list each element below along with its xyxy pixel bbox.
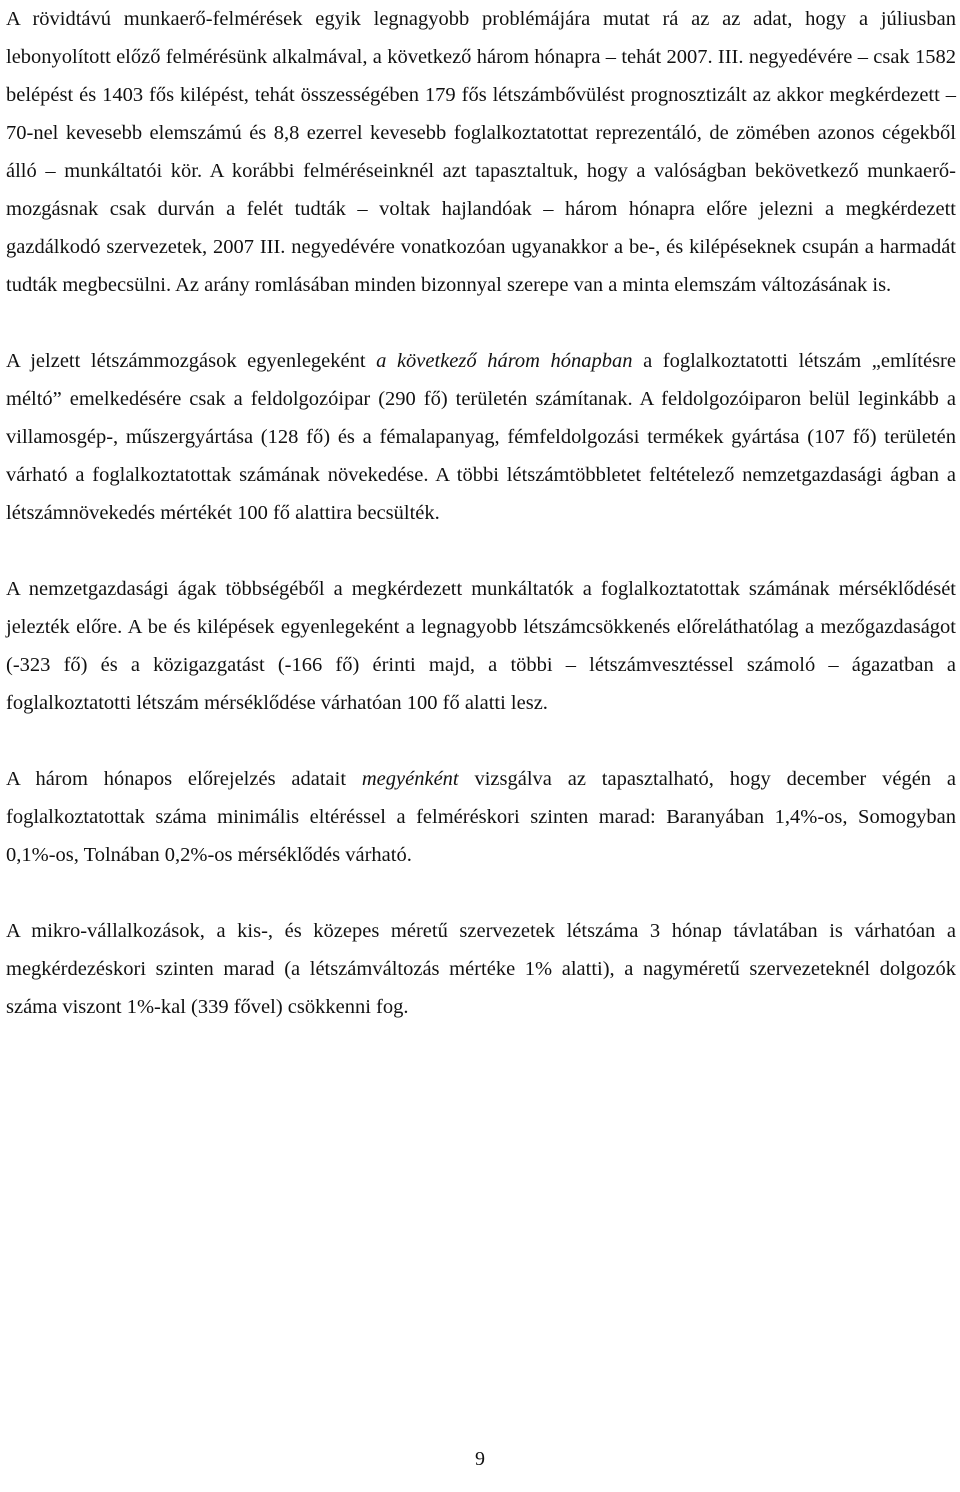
- document-body: [6, 0, 956, 1026]
- paragraph-2: [6, 342, 956, 532]
- paragraph-2-text-before: A jelzett létszámmozgások egyenlegeként: [6, 350, 377, 372]
- paragraph-5: A mikro-vállalkozások, a kis-, és közepes méretű szervezetek létszáma 3 hónap távlatában is várhatóan a megkérdezéskori szinten marad (a létszámváltozás mértéke 1% alatti), a nagyméretű szervezeteknél dolgozók száma viszont 1%-kal (339 fővel) csökkenni fog.: [6, 920, 956, 1018]
- paragraph-gap: [6, 304, 956, 342]
- paragraph-gap: [6, 532, 956, 570]
- paragraph-4-italic: megyénként: [361, 768, 459, 790]
- paragraph-4-text-before: A három hónapos előrejelzés adatait: [6, 768, 362, 790]
- paragraph-gap: [6, 722, 956, 760]
- paragraph-4: [6, 760, 956, 874]
- paragraph-2-text-after: a foglalkoztatotti létszám „említésre méltó” emelkedésére csak a feldolgozóipar (290 fő) területén számítanak. A feldolgozóiparon belül leginkább a villamosgép-, műszergyártása (128 fő) és a fémalapanyag, fémfeldolgozási termékek gyártása (107 fő) területén várható a foglalkoztatottak számának növekedése. A többi létszámtöbbletet feltételező nemzetgazdasági ágban a létszámnövekedés mértékét 100 fő alattira becsülték.: [6, 350, 956, 524]
- paragraph-3: A nemzetgazdasági ágak többségéből a megkérdezett munkáltatók a foglalkoztatottak számának mérséklődését jelezték előre. A be és kilépések egyenlegeként a legnagyobb létszámcsökkenés előreláthatólag a mezőgazdaságot (-323 fő) és a közigazgatást (-166 fő) érinti majd, a többi – létszámvesztéssel számoló – ágazatban a foglalkoztatotti létszám mérséklődése várhatóan 100 fő alatti lesz.: [6, 578, 956, 714]
- paragraph-4-text-after: vizsgálva az tapasztalható, hogy december végén a foglalkoztatottak száma minimális eltéréssel a felméréskori szinten marad: Baranyában 1,4%-os, Somogyban 0,1%-os, Tolnában 0,2%-os mérséklődés várható.: [6, 768, 956, 866]
- paragraph-1: A rövidtávú munkaerő-felmérések egyik legnagyobb problémájára mutat rá az az adat, hogy a júliusban lebonyolított előző felmérésünk alkalmával, a következő három hónapra – tehát 2007. III. negyedévére – csak 1582 belépést és 1403 fős kilépést, tehát összességében 179 fős létszámbővülést prognosztizált az akkor megkérdezett – 70-nel kevesebb elemszámú és 8,8 ezerrel kevesebb foglalkoztatottat reprezentáló, de zömében azonos cégekből álló – munkáltatói kör. A korábbi felméréseinknél azt tapasztaltuk, hogy a valóságban bekövetkező munkaerő-mozgásnak csak durván a felét tudták – voltak hajlandóak – három hónapra előre jelezni a megkérdezett gazdálkodó szervezetek, 2007 III. negyedévére vonatkozóan ugyanakkor a be-, és kilépéseknek csupán a harmadát tudták megbecsülni. Az arány romlásában minden bizonnyal szerepe van a minta elemszám változásának is.: [6, 8, 956, 296]
- paragraph-2-italic: a következő három hónapban: [376, 350, 633, 372]
- page-number: 9: [475, 1448, 485, 1470]
- paragraph-gap: [6, 874, 956, 912]
